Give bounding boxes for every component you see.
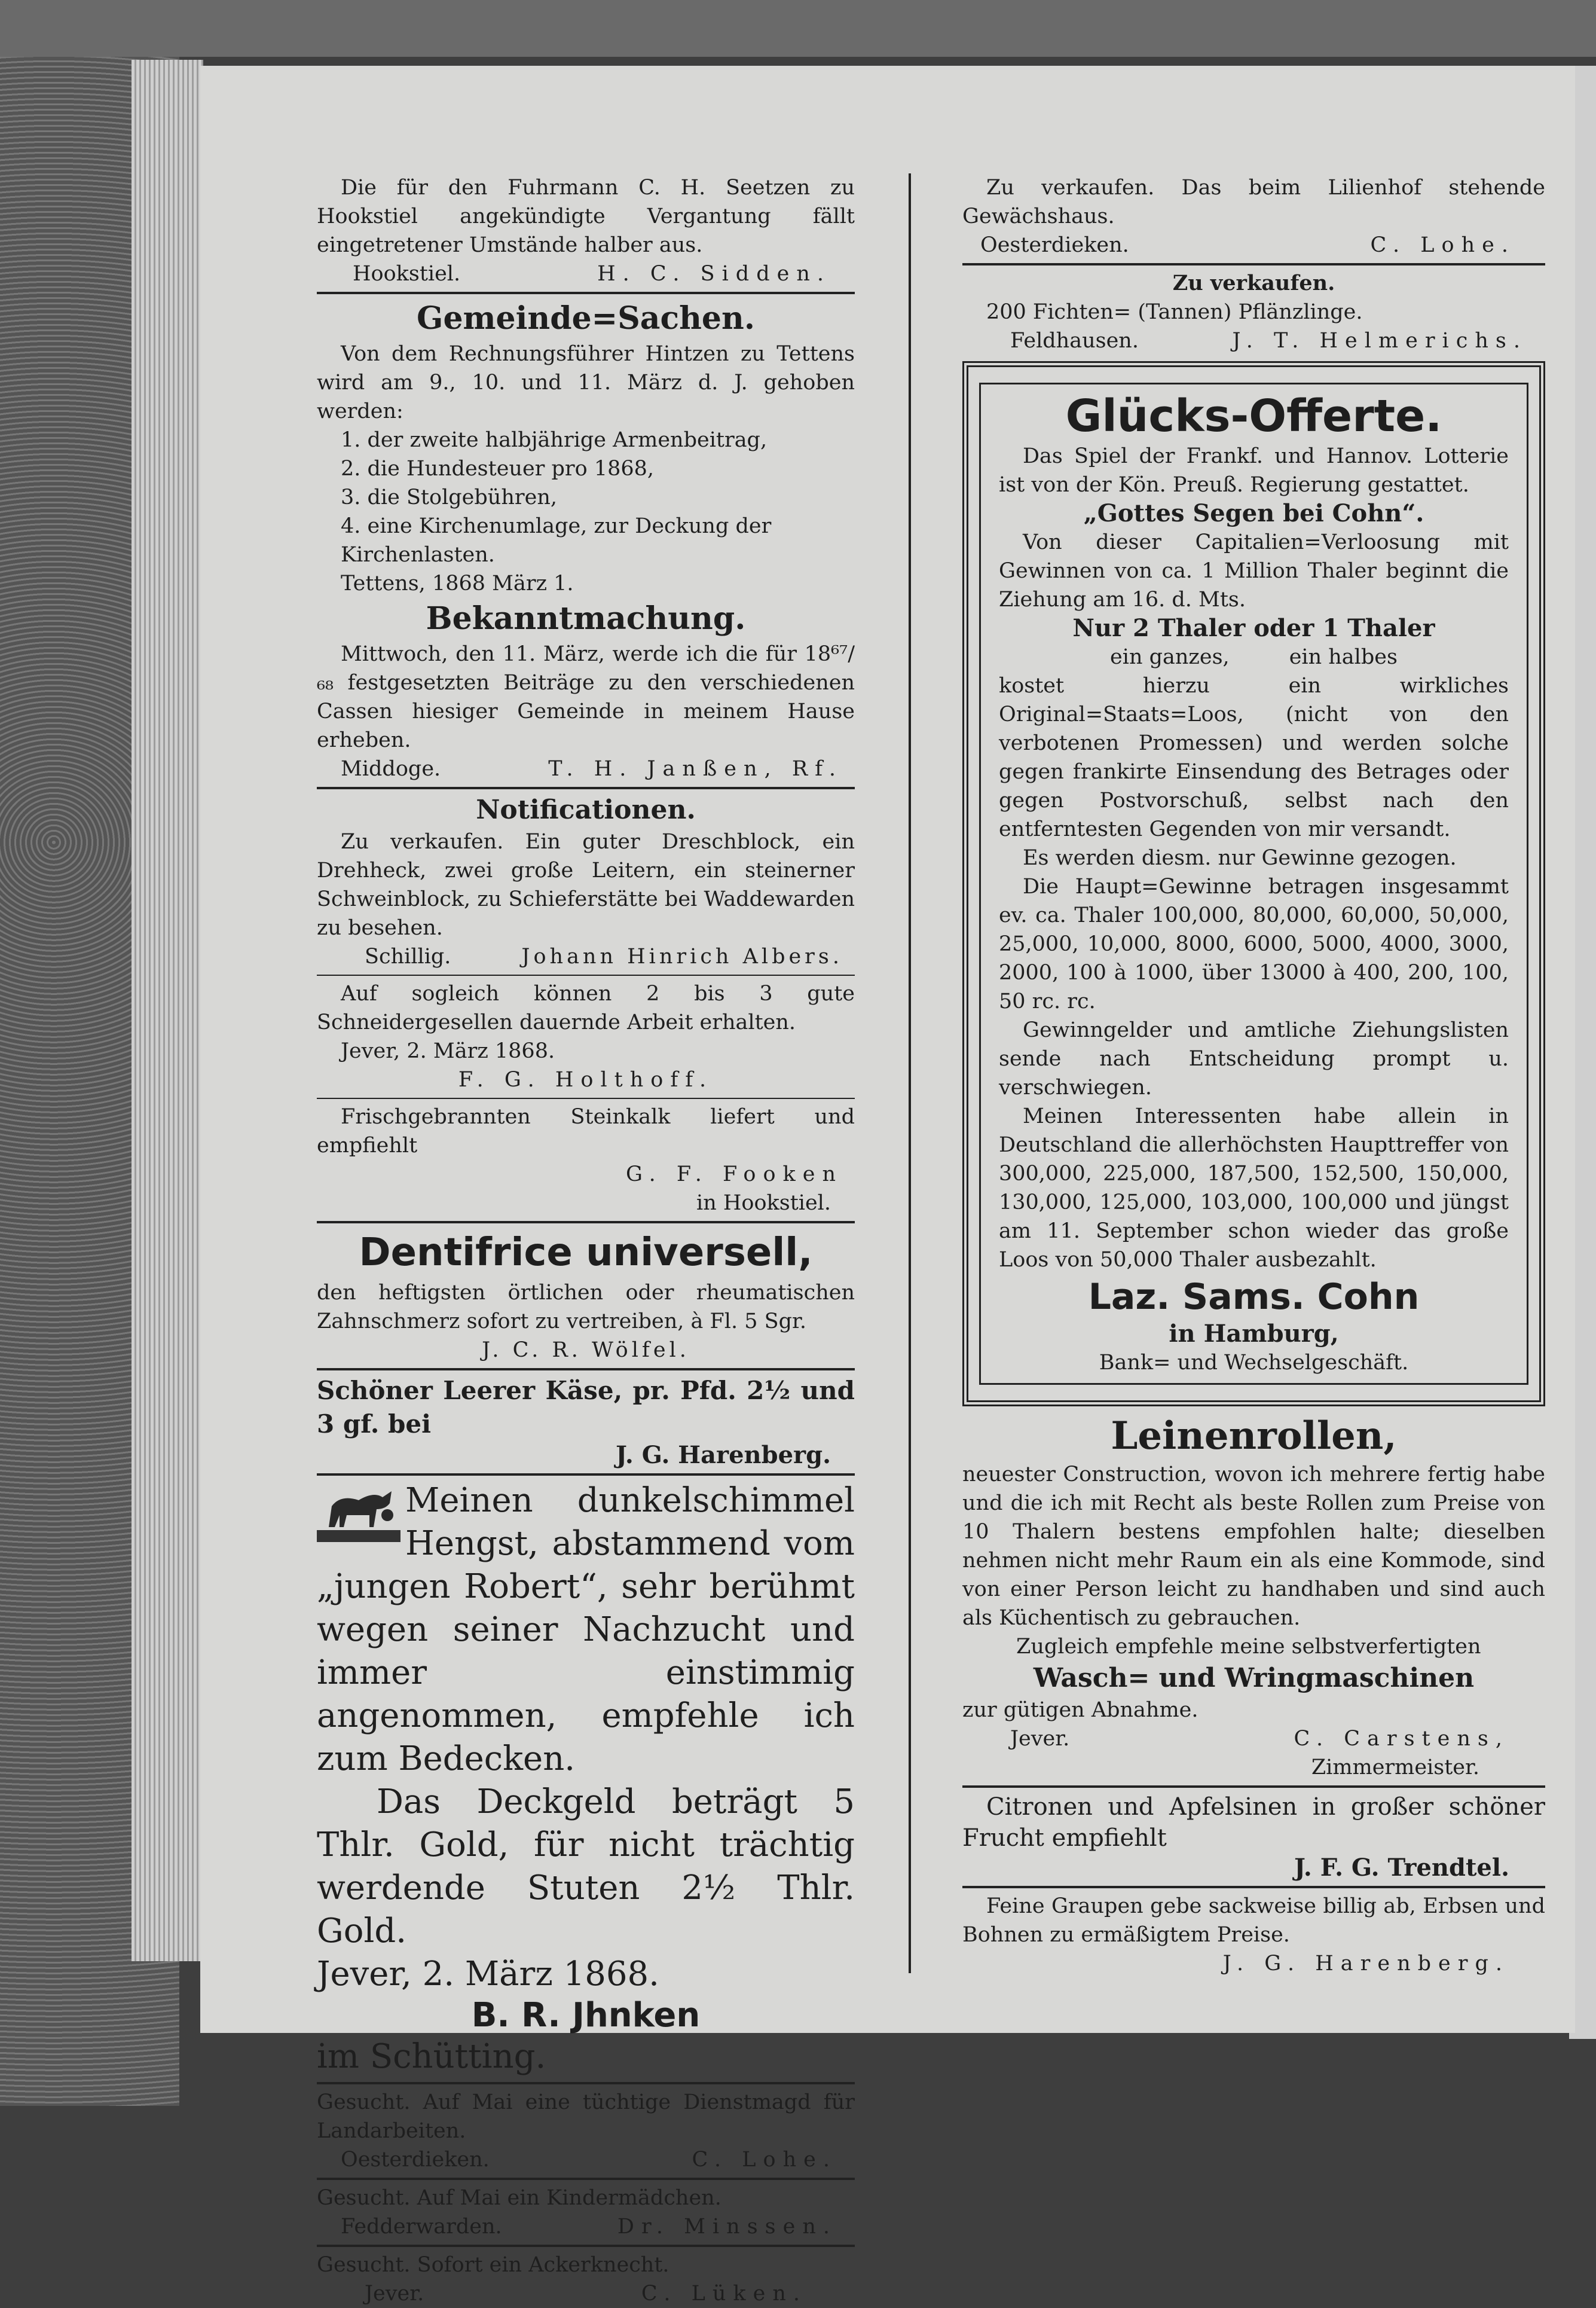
- gesucht3-text: Gesucht. Sofort ein Ackerknecht.: [317, 2253, 669, 2277]
- rule: [317, 2082, 855, 2084]
- rule: [962, 263, 1545, 265]
- gluecks-type: Bank= und Wechselgeschäft.: [1099, 1351, 1409, 1375]
- hengst-ad: [317, 1479, 855, 2078]
- place: Feldhausen.: [1010, 329, 1139, 353]
- top-edge: [0, 0, 1596, 57]
- dentifrice-text: den heftigsten örtlichen oder rheumatischen Zahnschmerz sofort zu vertreiben, à Fl. 5 Sgr.: [317, 1281, 855, 1333]
- price-half: ein halbes: [1289, 645, 1398, 669]
- gluecks-p7: Meinen Interessenten habe allein in Deutschland die allerhöchsten Haupttreffer von 300,000, 225,000, 187,500, 152,500, 150,000, 130,000, 125,000, 103,000, 100,000 und jüngst am 11. September schon wieder das große Loos von 50,000 Thaler ausbezahlt.: [999, 1104, 1509, 1272]
- gluecks-title: Glücks-Offerte.: [1065, 390, 1442, 442]
- bekannt-footer: [317, 755, 855, 783]
- rule: [317, 1368, 855, 1370]
- steinkalk-loc: in Hookstiel.: [696, 1191, 831, 1215]
- price-whole: ein ganzes,: [1110, 645, 1230, 669]
- notif-title: Notificationen.: [476, 795, 696, 825]
- leinen-title: Leinenrollen,: [1111, 1414, 1397, 1458]
- left-column: [317, 173, 855, 2308]
- citronen-sign: J. F. G. Trendtel.: [1294, 1854, 1509, 1882]
- signature: J. T. Helmerichs.: [1232, 329, 1527, 353]
- rule: [317, 1473, 855, 1476]
- gesucht2-text: Gesucht. Auf Mai ein Kindermädchen.: [317, 2186, 721, 2210]
- gluecks-price: Nur 2 Thaler oder 1 Thaler: [1072, 614, 1435, 642]
- fuhrmann-footer: [317, 260, 855, 288]
- verkauf2-footer: [962, 326, 1545, 355]
- leinen-p1: neuester Construction, wovon ich mehrere fertig habe und die ich mit Recht als beste Rollen zum Preise von 10 Thalern bestens empfohlen halte; dieselben nehmen nicht mehr Raum ein als eine Kommode, sind von einer Person leicht zu handhaben und sind auch als Küchentisch zu gebrauchen.: [962, 1463, 1545, 1630]
- rule: [317, 292, 855, 294]
- signature: C. Lohe.: [692, 2148, 837, 2172]
- horse-illustration: [317, 1479, 400, 1545]
- hengst-sign: B. R. Jhnken: [471, 1996, 701, 2035]
- signature: T. H. Janßen, Rf.: [548, 757, 843, 781]
- hengst-loc: im Schütting.: [317, 2037, 546, 2076]
- signature: Dr. Minssen.: [617, 2215, 837, 2239]
- leinen-role: Zimmermeister.: [1311, 1756, 1479, 1779]
- gluecks-firm: Laz. Sams. Cohn: [1088, 1276, 1420, 1318]
- schneider-date: Jever, 2. März 1868.: [341, 1039, 555, 1063]
- gluecks-p3: kostet hierzu ein wirkliches Original=Staats=Loos, (nicht von den verbotenen Promessen) und werden solche gegen frankirte Einsendung des Betrages oder gegen Postvorschuß, selbst nach den entferntesten Gegenden von mir versandt.: [999, 674, 1509, 841]
- place: Schillig.: [365, 945, 451, 969]
- gluecks-offerte-box: [962, 361, 1545, 1406]
- column-divider: [909, 173, 911, 1973]
- gemeinde-item-2: 2. die Hundesteuer pro 1868,: [341, 457, 655, 481]
- schneider-sign: F. G. Holthoff.: [458, 1068, 714, 1092]
- hengst-fee: Das Deckgeld beträgt 5 Thlr. Gold, für nicht trächtig werdende Stuten 2½ Thlr. Gold.: [317, 1782, 855, 1950]
- steinkalk-text: Frischgebrannten Steinkalk liefert und empfiehlt: [317, 1105, 855, 1158]
- bekannt-title: Bekanntmachung.: [426, 600, 746, 637]
- rule: [962, 1785, 1545, 1788]
- gluecks-p1: Das Spiel der Frankf. und Hannov. Lotterie ist von der Kön. Preuß. Regierung gestattet.: [999, 444, 1509, 497]
- gluecks-motto: „Gottes Segen bei Cohn“.: [1083, 499, 1424, 527]
- gemeinde-footer: Tettens, 1868 März 1.: [341, 572, 574, 596]
- rule: [962, 1886, 1545, 1888]
- gluecks-p6: Gewinngelder und amtliche Ziehungslisten sende nach Entscheidung prompt u. verschwiegen.: [999, 1018, 1509, 1100]
- gemeinde-title: Gemeinde=Sachen.: [417, 300, 755, 337]
- place: Oesterdieken.: [341, 2148, 490, 2172]
- gesucht2-footer: [317, 2212, 855, 2241]
- notif-footer: [317, 942, 855, 971]
- hengst-text: Meinen dunkelschimmel Hengst, abstammend vom „jungen Robert“, sehr berühmt wegen seiner Nachzucht und immer einstimmig angenommen, empfehle ich zum Bedecken.: [317, 1481, 855, 1778]
- signature: C. Lohe.: [1370, 233, 1515, 257]
- fuhrmann-notice: Die für den Fuhrmann C. H. Seetzen zu Hookstiel angekündigte Vergantung fällt eingetretener Umstände halber aus.: [317, 176, 855, 257]
- leinen-footer: [962, 1724, 1545, 1753]
- place: Jever.: [1010, 1727, 1070, 1751]
- page-stack-edges: [132, 60, 203, 1961]
- place: Hookstiel.: [353, 262, 461, 286]
- verkauf1-footer: [962, 231, 1545, 260]
- verkauf2-title: Zu verkaufen.: [1172, 271, 1335, 295]
- place: Fedderwarden.: [341, 2215, 502, 2239]
- rule: [317, 1098, 855, 1099]
- kaese-text: Schöner Leerer Käse, pr. Pfd. 2½ und 3 gf. bei: [317, 1376, 855, 1439]
- gemeinde-item-1: 1. der zweite halbjährige Armenbeitrag,: [341, 428, 768, 452]
- dentifrice-title: Dentifrice universell,: [359, 1231, 813, 1275]
- graupen-text: Feine Graupen gebe sackweise billig ab, Erbsen und Bohnen zu ermäßigtem Preise.: [962, 1894, 1545, 1947]
- rule: [317, 975, 855, 976]
- gesucht1-footer: [317, 2145, 855, 2174]
- gluecks-p5: Die Haupt=Gewinne betragen insgesammt ev. ca. Thaler 100,000, 80,000, 60,000, 50,000, 25,000, 10,000, 8000, 6000, 5000, 4000, 3000, 2000, 100 à 1000, über 13000 à 400, 200, 100, 50 rc. rc.: [999, 875, 1509, 1013]
- leinen-sub: Wasch= und Wringmaschinen: [1033, 1663, 1475, 1693]
- schneider-text: Auf sogleich können 2 bis 3 gute Schneidergesellen dauernde Arbeit erhalten.: [317, 982, 855, 1034]
- signature: C. Lüken.: [641, 2282, 807, 2306]
- gesucht3-footer: [317, 2279, 855, 2308]
- bekannt-text: Mittwoch, den 11. März, werde ich die für 18⁶⁷/₆₈ festgesetzten Beiträge zu den verschiedenen Cassen hiesiger Gemeinde in meinem Hause erheben.: [317, 642, 855, 752]
- gemeinde-item-4: 4. eine Kirchenumlage, zur Deckung der Kirchenlasten.: [341, 514, 772, 567]
- signature: Johann Hinrich Albers.: [521, 945, 843, 969]
- hengst-date: Jever, 2. März 1868.: [317, 1955, 659, 1993]
- signature: H. C. Sidden.: [597, 262, 831, 286]
- gluecks-p4: Es werden diesm. nur Gewinne gezogen.: [1023, 846, 1457, 870]
- signature: C. Carstens,: [1294, 1727, 1509, 1751]
- gemeinde-item-3: 3. die Stolgebühren,: [341, 486, 557, 509]
- gluecks-p2: Von dieser Capitalien=Verloosung mit Gewinnen von ca. 1 Million Thaler beginnt die Ziehung am 16. d. Mts.: [999, 530, 1509, 612]
- notif-text: Zu verkaufen. Ein guter Dreschblock, ein Drehheck, zwei große Leitern, ein steinerner Schweinblock, zu Schieferstätte bei Waddewarden zu besehen.: [317, 830, 855, 940]
- place: Jever.: [365, 2282, 424, 2306]
- rule: [317, 2178, 855, 2180]
- kaese-sign: J. G. Harenberg.: [616, 1441, 831, 1469]
- verkauf1-text: Zu verkaufen. Das beim Lilienhof stehende Gewächshaus.: [962, 176, 1545, 228]
- place: Middoge.: [341, 757, 441, 781]
- gluecks-price-sub: [999, 643, 1509, 671]
- gemeinde-intro: Von dem Rechnungsführer Hintzen zu Tettens wird am 9., 10. und 11. März d. J. gehoben werden:: [317, 342, 855, 423]
- verkauf2-text: 200 Fichten= (Tannen) Pflänzlinge.: [986, 300, 1363, 324]
- place: Oesterdieken.: [980, 233, 1129, 257]
- graupen-sign: J. G. Harenberg.: [1222, 1952, 1509, 1976]
- dentifrice-sign: J. C. R. Wölfel.: [482, 1338, 690, 1362]
- gesucht1-text: Gesucht. Auf Mai eine tüchtige Dienstmagd für Landarbeiten.: [317, 2090, 855, 2143]
- rule: [317, 2245, 855, 2247]
- rule: [317, 1221, 855, 1223]
- leinen-p2: Zugleich empfehle meine selbstverfertigten: [1016, 1635, 1481, 1659]
- leinen-p3: zur gütigen Abnahme.: [962, 1698, 1198, 1722]
- right-column: [962, 173, 1545, 1978]
- steinkalk-sign: G. F. Fooken: [625, 1162, 843, 1186]
- citronen-text: Citronen und Apfelsinen in großer schöner Frucht empfiehlt: [962, 1793, 1545, 1852]
- gluecks-inner: [979, 383, 1528, 1385]
- gluecks-city: in Hamburg,: [1169, 1320, 1339, 1348]
- rule: [317, 787, 855, 789]
